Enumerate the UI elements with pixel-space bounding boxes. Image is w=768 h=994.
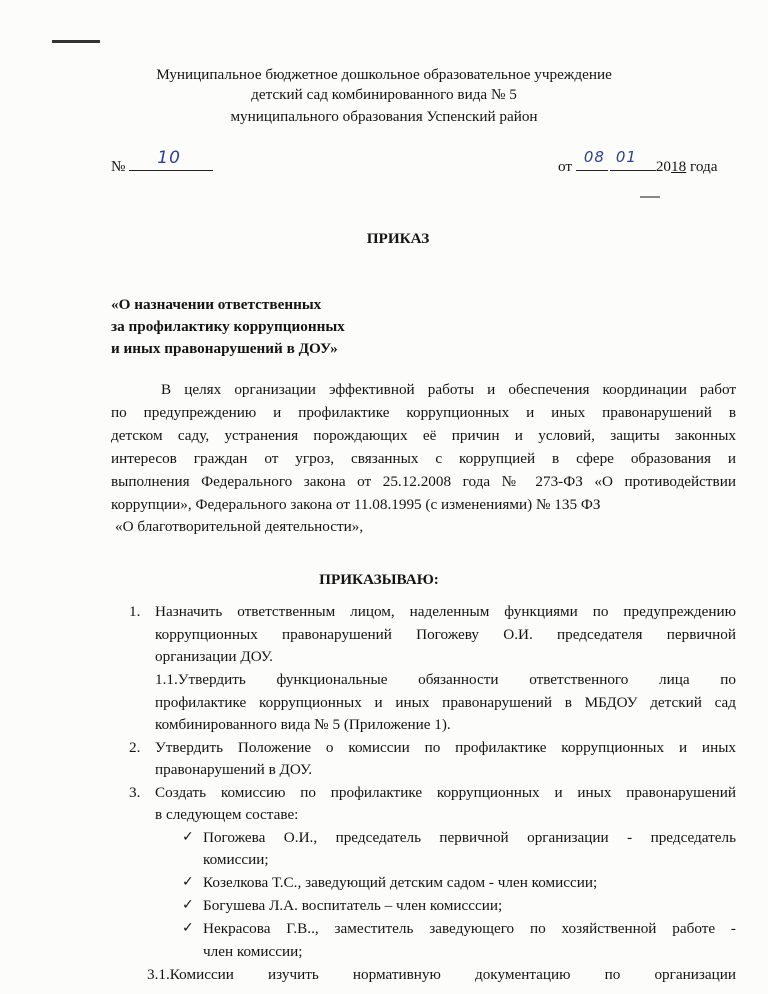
scan-speck [640,196,660,198]
item-1-1-line-2: профилактике коррупционных и иных правонарушений в МБДОУ детский сад [155,694,736,711]
order-number-value: 10 [157,148,181,168]
member-4-line-1: Некрасова Г.В.., заместитель заведующего по хозяйственной работе - [203,920,736,937]
subject-line-3: и иных правонарушений в ДОУ» [111,340,338,357]
preamble-line-1: В целях организации эффективной работы и обеспечения координации работ [161,381,736,398]
member-1-line-1: Погожева О.И., председатель первичной организации - председатель [203,829,736,846]
member-1-line-2: комиссии; [203,851,269,868]
order-date [558,148,718,176]
preamble-line-5: выполнения Федерального закона от 25.12.2008 года № 273-ФЗ «О противодействии [111,473,736,490]
item-1-1-line-3: комбинированного вида № 5 (Приложение 1). [155,716,451,733]
preamble-line-3: детском саду, устранения порождающих её причин и условий, защиты законных [111,427,736,444]
preamble-line-4: интересов граждан от угроз, связанных с коррупцией в сфере образования и [111,450,736,467]
order-date-day: 08 [583,148,605,166]
item-1-number: 1. [129,603,141,620]
subject-line-2: за профилактику коррупционных [111,318,345,335]
item-2-number: 2. [129,739,141,756]
order-heading: ПРИКАЗЫВАЮ: [319,571,439,588]
check-icon: ✓ [182,897,194,913]
org-name-line-2: детский сад комбинированного вида № 5 [251,86,517,103]
item-1-line-2: коррупционных правонарушений Погожеву О.И. председателя первичной [155,626,736,643]
check-icon: ✓ [182,874,194,890]
order-date-month: 01 [615,148,637,166]
document-title: ПРИКАЗ [366,230,430,247]
subject-line-1: «О назначении ответственных [111,296,322,313]
item-2-line-1: Утвердить Положение о комиссии по профилактике коррупционных и иных [155,739,736,756]
check-icon: ✓ [182,920,194,936]
member-2-line-1: Козелкова Т.С., заведующий детским садом - член комиссии; [203,874,598,891]
preamble-line-2: по предупреждению и профилактике коррупционных и иных правонарушений в [111,404,736,421]
item-2-line-2: правонарушений в ДОУ. [155,761,313,778]
order-date-prefix: от [558,158,573,175]
item-3-1-line-1: 3.1.Комиссии изучить нормативную документацию по организации [147,966,736,983]
org-name-line-1: Муниципальное бюджетное дошкольное образовательное учреждение [156,66,612,83]
check-icon: ✓ [182,829,194,845]
member-3-line-1: Богушева Л.А. воспитатель – член комисссии; [203,897,503,914]
item-1-line-3: организации ДОУ. [155,648,273,665]
scan-mark [52,40,100,43]
member-4-line-2: член комиссии; [203,943,303,960]
item-1-line-1: Назначить ответственным лицом, наделенным функциями по предупреждению [155,603,736,620]
item-1-1-line-1: 1.1.Утвердить функциональные обязанности ответственного лица по [155,671,736,688]
order-date-year-prefix: 20 [655,158,672,175]
preamble-line-6: коррупции», Федерального закона от 11.08.1995 (с изменениями) № 135 ФЗ [111,496,601,513]
item-3-number: 3. [129,784,141,801]
order-date-suffix: года [690,158,718,175]
order-number-prefix: № [111,158,126,175]
org-name-line-3: муниципального образования Успенский район [230,108,538,125]
preamble-line-7: «О благотворительной деятельности», [115,518,364,535]
order-number [111,148,213,176]
item-3-line-2: в следующем составе: [155,806,299,823]
order-date-year-suffix: 18 [671,158,687,175]
item-3-line-1: Создать комиссию по профилактике коррупционных и иных правонарушений [155,784,736,801]
